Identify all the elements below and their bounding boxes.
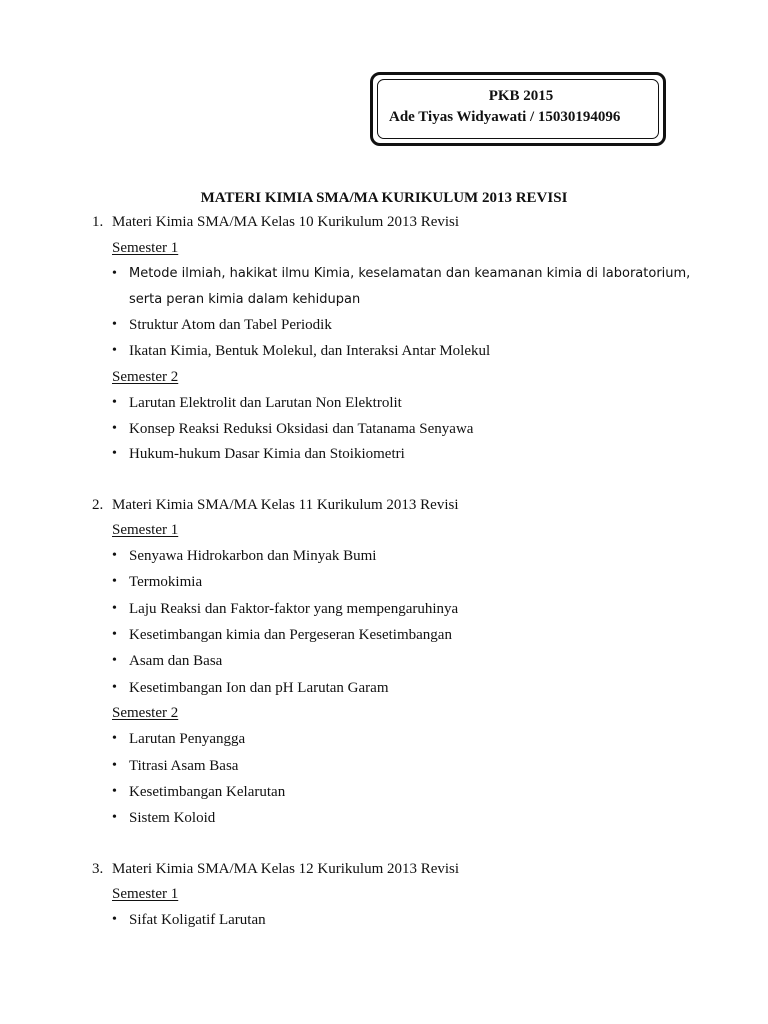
list-item: Struktur Atom dan Tabel Periodik bbox=[129, 317, 332, 333]
bullet-icon: • bbox=[112, 758, 117, 773]
section-number: 3. bbox=[92, 861, 104, 877]
list-item: Termokimia bbox=[129, 574, 203, 590]
semester-label: Semester 2 bbox=[112, 369, 179, 385]
list-item: Konsep Reaksi Reduksi Oksidasi dan Tatanama Senyawa bbox=[129, 421, 474, 437]
section-number: 2. bbox=[92, 497, 104, 513]
document-title: MATERI KIMIA SMA/MA KURIKULUM 2013 REVISI bbox=[200, 190, 568, 206]
semester-label: Semester 1 bbox=[112, 240, 179, 256]
bullet-icon: • bbox=[112, 395, 117, 410]
list-item: Kesetimbangan Ion dan pH Larutan Garam bbox=[129, 680, 389, 696]
list-item: Metode ilmiah, hakikat ilmu Kimia, keselamatan dan keamanan kimia di laboratorium, bbox=[129, 266, 691, 281]
semester-label: Semester 2 bbox=[112, 705, 179, 721]
list-item-continuation: serta peran kimia dalam kehidupan bbox=[129, 292, 361, 307]
list-item: Kesetimbangan kimia dan Pergeseran Kesetimbangan bbox=[129, 627, 452, 643]
list-item: Larutan Elektrolit dan Larutan Non Elektrolit bbox=[129, 395, 402, 411]
bullet-icon: • bbox=[112, 912, 117, 927]
section-heading: Materi Kimia SMA/MA Kelas 12 Kurikulum 2013 Revisi bbox=[112, 861, 460, 877]
list-item: Titrasi Asam Basa bbox=[129, 758, 239, 774]
header-author: Ade Tiyas Widyawati / 15030194096 bbox=[389, 109, 621, 125]
list-item: Laju Reaksi dan Faktor-faktor yang mempengaruhinya bbox=[129, 601, 459, 617]
bullet-icon: • bbox=[112, 317, 117, 332]
bullet-icon: • bbox=[112, 548, 117, 563]
bullet-icon: • bbox=[112, 810, 117, 825]
semester-label: Semester 1 bbox=[112, 522, 179, 538]
bullet-icon: • bbox=[112, 266, 117, 281]
list-item: Ikatan Kimia, Bentuk Molekul, dan Interaksi Antar Molekul bbox=[129, 343, 491, 359]
bullet-icon: • bbox=[112, 446, 117, 461]
header-program: PKB 2015 bbox=[488, 88, 554, 104]
bullet-icon: • bbox=[112, 680, 117, 695]
list-item: Hukum-hukum Dasar Kimia dan Stoikiometri bbox=[129, 446, 405, 462]
bullet-icon: • bbox=[112, 627, 117, 642]
bullet-icon: • bbox=[112, 601, 117, 616]
section-heading: Materi Kimia SMA/MA Kelas 11 Kurikulum 2013 Revisi bbox=[112, 497, 459, 513]
list-item: Senyawa Hidrokarbon dan Minyak Bumi bbox=[129, 548, 377, 564]
bullet-icon: • bbox=[112, 731, 117, 746]
list-item: Asam dan Basa bbox=[129, 653, 223, 669]
bullet-icon: • bbox=[112, 653, 117, 668]
list-item: Larutan Penyangga bbox=[129, 731, 246, 747]
section-heading: Materi Kimia SMA/MA Kelas 10 Kurikulum 2013 Revisi bbox=[112, 214, 460, 230]
header-box bbox=[370, 72, 666, 146]
list-item: Kesetimbangan Kelarutan bbox=[129, 784, 286, 800]
section-number: 1. bbox=[92, 214, 104, 230]
list-item: Sistem Koloid bbox=[129, 810, 216, 826]
bullet-icon: • bbox=[112, 784, 117, 799]
bullet-icon: • bbox=[112, 421, 117, 436]
bullet-icon: • bbox=[112, 574, 117, 589]
bullet-icon: • bbox=[112, 343, 117, 358]
semester-label: Semester 1 bbox=[112, 886, 179, 902]
list-item: Sifat Koligatif Larutan bbox=[129, 912, 266, 928]
